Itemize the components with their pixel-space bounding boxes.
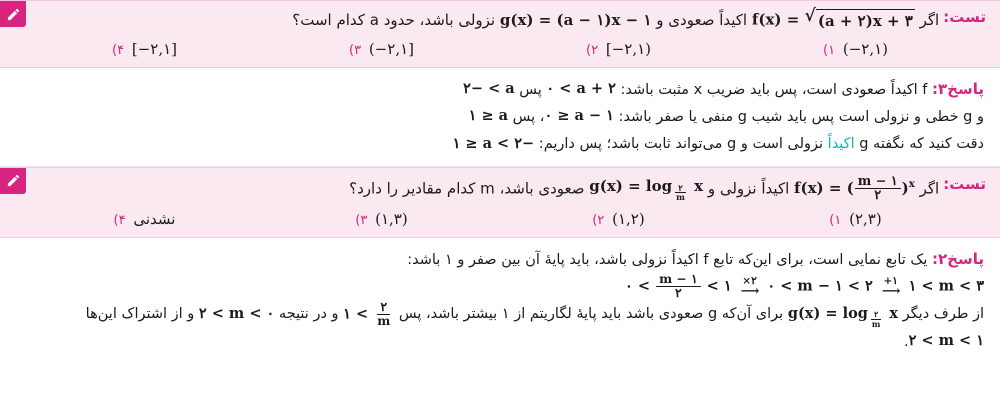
option-1-3[interactable] — [263, 40, 500, 58]
pencil-icon — [0, 168, 26, 194]
q1-mid2: نزولی باشد، حدود a کدام است؟ — [292, 10, 496, 29]
question-2-tag: تست: — [943, 174, 986, 193]
option-1-4-value: [−۲,۱] — [131, 39, 177, 58]
option-2-3[interactable] — [263, 210, 500, 228]
q1-prefix: اگر — [919, 10, 940, 29]
option-1-4[interactable] — [26, 40, 263, 58]
question-1-line — [0, 1, 1000, 38]
q2-prefix: اگر — [919, 179, 940, 198]
question-block-2 — [0, 167, 1000, 238]
q1-formula-g: g(x) = (a − ۱)x − ۱ — [499, 11, 652, 29]
option-1-1-value: (−۲,۱) — [842, 39, 888, 58]
answer-2-tag: پاسخ۲: — [932, 249, 984, 268]
option-2-4[interactable] — [26, 210, 263, 228]
answer-2-derivation: ۰ < $\frac{m - ۱}{۲}$ < ۱ ×۲ ⟶ ۰ < m − ۱ < ۲ +۱ ⟶ ۱ < m < ۳ — [625, 271, 984, 301]
answer-2-text-3: از طرف دیگر g(x) = log $_{\frac{۲}{m}}$ x برای آن‌که g صعودی باشد باید پایهٔ لگاریتم از ۱ بیشتر باشد، پس ۱ < $\frac{۲}{m}$ و در نتیجه ۲ < m < ۰ و از اشتراک این‌ها ۲ < m < ۱. — [81, 298, 984, 350]
option-2-1[interactable] — [737, 210, 974, 228]
answer-1-text-2: و g خطی و نزولی است پس باید شیب g منفی یا صفر باشد: ۰ ≥ a − ۱، پس ۱ ≥ a — [468, 107, 984, 125]
question-2-line — [0, 168, 1000, 208]
answer-1-line-1 — [16, 76, 984, 104]
answer-2-line-3 — [16, 298, 984, 356]
option-2-2-number: ۲) — [592, 212, 605, 228]
option-2-4-value: نشدنی — [133, 209, 176, 228]
q1-mid: اکیداً صعودی و — [656, 10, 748, 29]
option-1-1[interactable] — [737, 40, 974, 58]
question-2-options — [0, 208, 1000, 237]
answer-2-line-2 — [16, 273, 984, 300]
answer-block-1 — [0, 68, 1000, 166]
q2-mid2: صعودی باشد، m کدام مقادیر را دارد؟ — [349, 179, 585, 198]
answer-1-text-3: دقت کنید که نگفته g اکیداً نزولی است و g می‌تواند ثابت باشد؛ پس داریم: ۱ ≥ a < ۲− — [452, 134, 984, 152]
option-1-2-number: ۲) — [586, 42, 599, 58]
option-2-4-number: ۴) — [113, 212, 126, 228]
answer-block-2 — [0, 238, 1000, 364]
answer-1-tag: پاسخ۳: — [932, 79, 984, 98]
option-2-2-value: (۱,۲) — [612, 209, 645, 228]
option-2-1-value: (۲,۳) — [849, 209, 882, 228]
question-1-text — [14, 8, 939, 33]
answer-1-line-2 — [16, 103, 984, 130]
question-1-tag: تست: — [943, 8, 986, 26]
q2-mid: اکیداً نزولی و — [707, 179, 790, 198]
answer-1-highlight: اکیداً — [827, 135, 855, 152]
option-2-3-value: (۱,۳) — [375, 209, 408, 228]
plus-one-arrow: +۱ ⟶ — [881, 275, 900, 299]
times-two-arrow: ×۲ ⟶ — [740, 275, 759, 299]
answer-1-text-1: f اکیداً صعودی است، پس باید ضریب x مثبت باشد: ۰ < a + ۲ پس ۲− < a — [463, 80, 928, 98]
question-1-options — [0, 38, 1000, 67]
option-1-2-value: [−۲,۱) — [605, 39, 651, 58]
option-2-2[interactable] — [500, 210, 737, 228]
option-1-4-number: ۴) — [112, 42, 125, 58]
q2-formula-g: g(x) = log $_{\frac{۲}{m}}$ x — [589, 177, 704, 203]
q1-formula-f: f(x) = √ (a + ۲)x + ۳ — [752, 8, 915, 33]
pencil-icon — [0, 1, 26, 27]
answer-2-line-1 — [16, 246, 984, 274]
option-2-1-number: ۱) — [829, 212, 842, 228]
option-2-3-number: ۳) — [355, 212, 368, 228]
question-block-1 — [0, 0, 1000, 68]
option-1-1-number: ۱) — [823, 42, 836, 58]
option-1-2[interactable] — [500, 40, 737, 58]
option-1-3-value: (−۲,۱] — [368, 39, 414, 58]
question-2-text — [14, 175, 939, 203]
q2-formula-f: f(x) = ( $\frac{m - ۱}{۲}$ )$^x$ — [794, 173, 915, 204]
answer-1-line-3 — [16, 131, 984, 158]
answer-2-text-1: یک تابع نمایی است، برای این‌که تابع f اکیداً نزولی باشد، باید پایهٔ آن بین صفر و ۱ باشد: — [407, 251, 928, 268]
option-1-3-number: ۳) — [349, 42, 362, 58]
